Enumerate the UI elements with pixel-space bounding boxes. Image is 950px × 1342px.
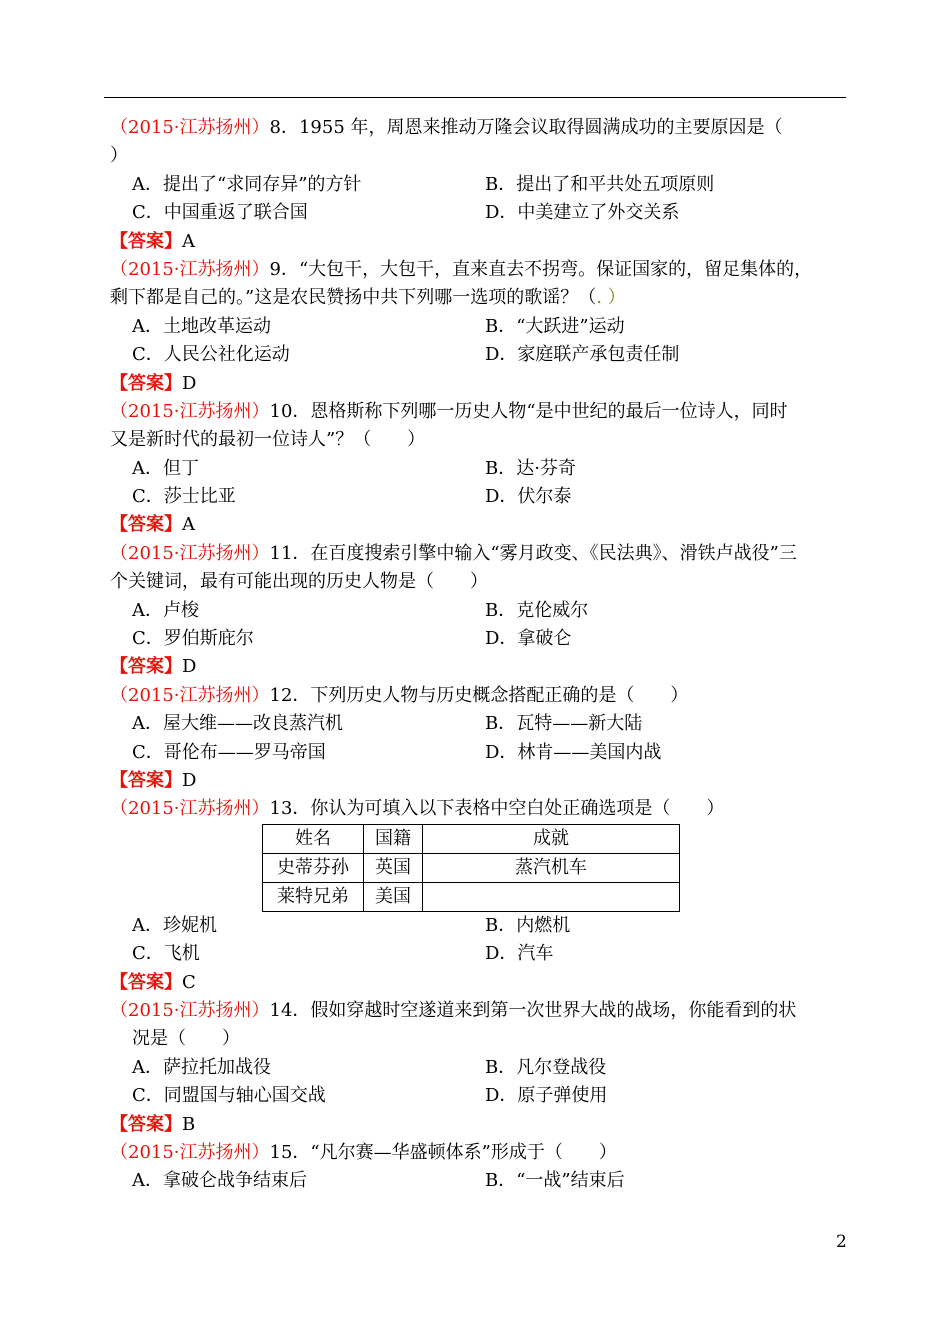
options-row bbox=[110, 1167, 855, 1195]
question-8-stem: （2015·江苏扬州）8．1955 年，周恩来推动万隆会议取得圆满成功的主要原因是（ bbox=[110, 117, 783, 138]
option-a: A．拿破仑战争结束后 bbox=[132, 1170, 307, 1192]
answer-10: 【答案】A bbox=[110, 514, 195, 536]
options-row bbox=[110, 199, 855, 227]
source-tag: （2015·江苏扬州） bbox=[110, 684, 270, 706]
option-a: A．提出了“求同存异”的方针 bbox=[132, 173, 362, 195]
table-header-row bbox=[263, 824, 680, 853]
options-row bbox=[110, 171, 855, 199]
option-b: B．凡尔登战役 bbox=[485, 1056, 607, 1078]
question-14-stem-cont: 况是（ ） bbox=[132, 1028, 240, 1050]
option-d: D．林肯——美国内战 bbox=[485, 741, 662, 763]
source-tag: （2015·江苏扬州） bbox=[110, 1141, 270, 1163]
option-d: D．原子弹使用 bbox=[485, 1085, 608, 1107]
option-d: D．汽车 bbox=[485, 943, 554, 965]
question-9-stem: （2015·江苏扬州）9．“大包干，大包干，直来直去不拐弯。保证国家的，留足集体的， bbox=[110, 258, 813, 280]
option-c: C．同盟国与轴心国交战 bbox=[132, 1085, 326, 1107]
option-a: A．萨拉托加战役 bbox=[132, 1056, 271, 1078]
answer-9: 【答案】D bbox=[110, 372, 197, 394]
answer-8: 【答案】A bbox=[110, 230, 195, 252]
source-tag: （2015·江苏扬州） bbox=[110, 400, 270, 422]
source-tag: （2015·江苏扬州） bbox=[110, 798, 270, 820]
table-cell: 美国 bbox=[364, 882, 423, 911]
page-number: 2 bbox=[836, 1232, 847, 1252]
options-row bbox=[110, 455, 855, 483]
source-tag: （2015·江苏扬州） bbox=[110, 542, 270, 564]
option-c: C．哥伦布——罗马帝国 bbox=[132, 741, 326, 763]
options-row bbox=[110, 625, 855, 653]
option-a: A．珍妮机 bbox=[132, 914, 217, 936]
options-row bbox=[110, 739, 855, 767]
table-cell-blank bbox=[423, 882, 680, 911]
option-b: B．克伦威尔 bbox=[485, 599, 589, 621]
source-tag: （2015·江苏扬州） bbox=[110, 117, 270, 138]
option-b: B．瓦特——新大陆 bbox=[485, 713, 643, 735]
option-b: B．达·芬奇 bbox=[485, 457, 576, 479]
question-9-stem-cont: 剩下都是自己的。”这是农民赞扬中共下列哪一选项的歌谣？（. ） bbox=[110, 287, 626, 309]
question-10-stem-cont: 又是新时代的最初一位诗人”？（ ） bbox=[110, 429, 426, 451]
options-row bbox=[110, 710, 855, 738]
question-13-stem: （2015·江苏扬州）13．你认为可填入以下表格中空白处正确选项是（ ） bbox=[110, 798, 725, 820]
answer-11: 【答案】D bbox=[110, 656, 197, 678]
table-cell: 莱特兄弟 bbox=[263, 882, 364, 911]
option-b: B．提出了和平共处五项原则 bbox=[485, 173, 715, 195]
question-14-stem: （2015·江苏扬州）14．假如穿越时空遂道来到第一次世界大战的战场，你能看到的状 bbox=[110, 999, 797, 1021]
option-c: C．罗伯斯庇尔 bbox=[132, 628, 254, 650]
question-15-stem: （2015·江苏扬州）15．“凡尔赛—华盛顿体系”形成于（ ） bbox=[110, 1141, 617, 1163]
question-11-stem: （2015·江苏扬州）11．在百度搜索引擎中输入“雾月政变、《民法典》、滑铁卢战役”三 bbox=[110, 542, 797, 564]
option-c: C．中国重返了联合国 bbox=[132, 202, 308, 224]
source-tag: （2015·江苏扬州） bbox=[110, 999, 270, 1021]
table-header: 成就 bbox=[423, 824, 680, 853]
option-b: B．“大跃进”运动 bbox=[485, 315, 625, 337]
option-d: D．伏尔泰 bbox=[485, 486, 572, 508]
option-b: B．内燃机 bbox=[485, 914, 571, 936]
table-header: 姓名 bbox=[263, 824, 364, 853]
question-11-stem-cont: 个关键词，最有可能出现的历史人物是（ ） bbox=[110, 571, 488, 593]
answer-14: 【答案】B bbox=[110, 1113, 196, 1135]
options-row bbox=[110, 597, 855, 625]
question-8-stem-cont: ） bbox=[110, 145, 128, 167]
header-rule bbox=[104, 97, 846, 98]
option-d: D．中美建立了外交关系 bbox=[485, 202, 680, 224]
option-d: D．拿破仑 bbox=[485, 628, 572, 650]
question-10-stem: （2015·江苏扬州）10．恩格斯称下列哪一历史人物“是中世纪的最后一位诗人，同时 bbox=[110, 400, 788, 422]
option-c: C．人民公社化运动 bbox=[132, 344, 290, 366]
option-b: B．“一战”结束后 bbox=[485, 1170, 625, 1192]
inventors-table bbox=[262, 824, 680, 912]
answer-12: 【答案】D bbox=[110, 769, 197, 791]
question-12-stem: （2015·江苏扬州）12．下列历史人物与历史概念搭配正确的是（ ） bbox=[110, 684, 689, 706]
options-row bbox=[110, 1054, 855, 1082]
question-list bbox=[110, 114, 855, 1196]
option-c: C．莎士比亚 bbox=[132, 486, 236, 508]
option-d: D．家庭联产承包责任制 bbox=[485, 344, 680, 366]
table-row bbox=[263, 882, 680, 911]
option-a: A．土地改革运动 bbox=[132, 315, 271, 337]
options-row bbox=[110, 341, 855, 369]
table-cell: 史蒂芬孙 bbox=[263, 853, 364, 882]
option-a: A．屋大维——改良蒸汽机 bbox=[132, 713, 343, 735]
options-row bbox=[110, 483, 855, 511]
option-c: C．飞机 bbox=[132, 943, 200, 965]
table-cell: 英国 bbox=[364, 853, 423, 882]
table-cell: 蒸汽机车 bbox=[423, 853, 680, 882]
table-header: 国籍 bbox=[364, 824, 423, 853]
options-row bbox=[110, 1082, 855, 1110]
option-a: A．卢梭 bbox=[132, 599, 199, 621]
answer-13: 【答案】C bbox=[110, 971, 196, 993]
options-row bbox=[110, 940, 855, 968]
option-a: A．但丁 bbox=[132, 457, 199, 479]
options-row bbox=[110, 912, 855, 940]
options-row bbox=[110, 313, 855, 341]
table-row bbox=[263, 853, 680, 882]
source-tag: （2015·江苏扬州） bbox=[110, 258, 270, 280]
